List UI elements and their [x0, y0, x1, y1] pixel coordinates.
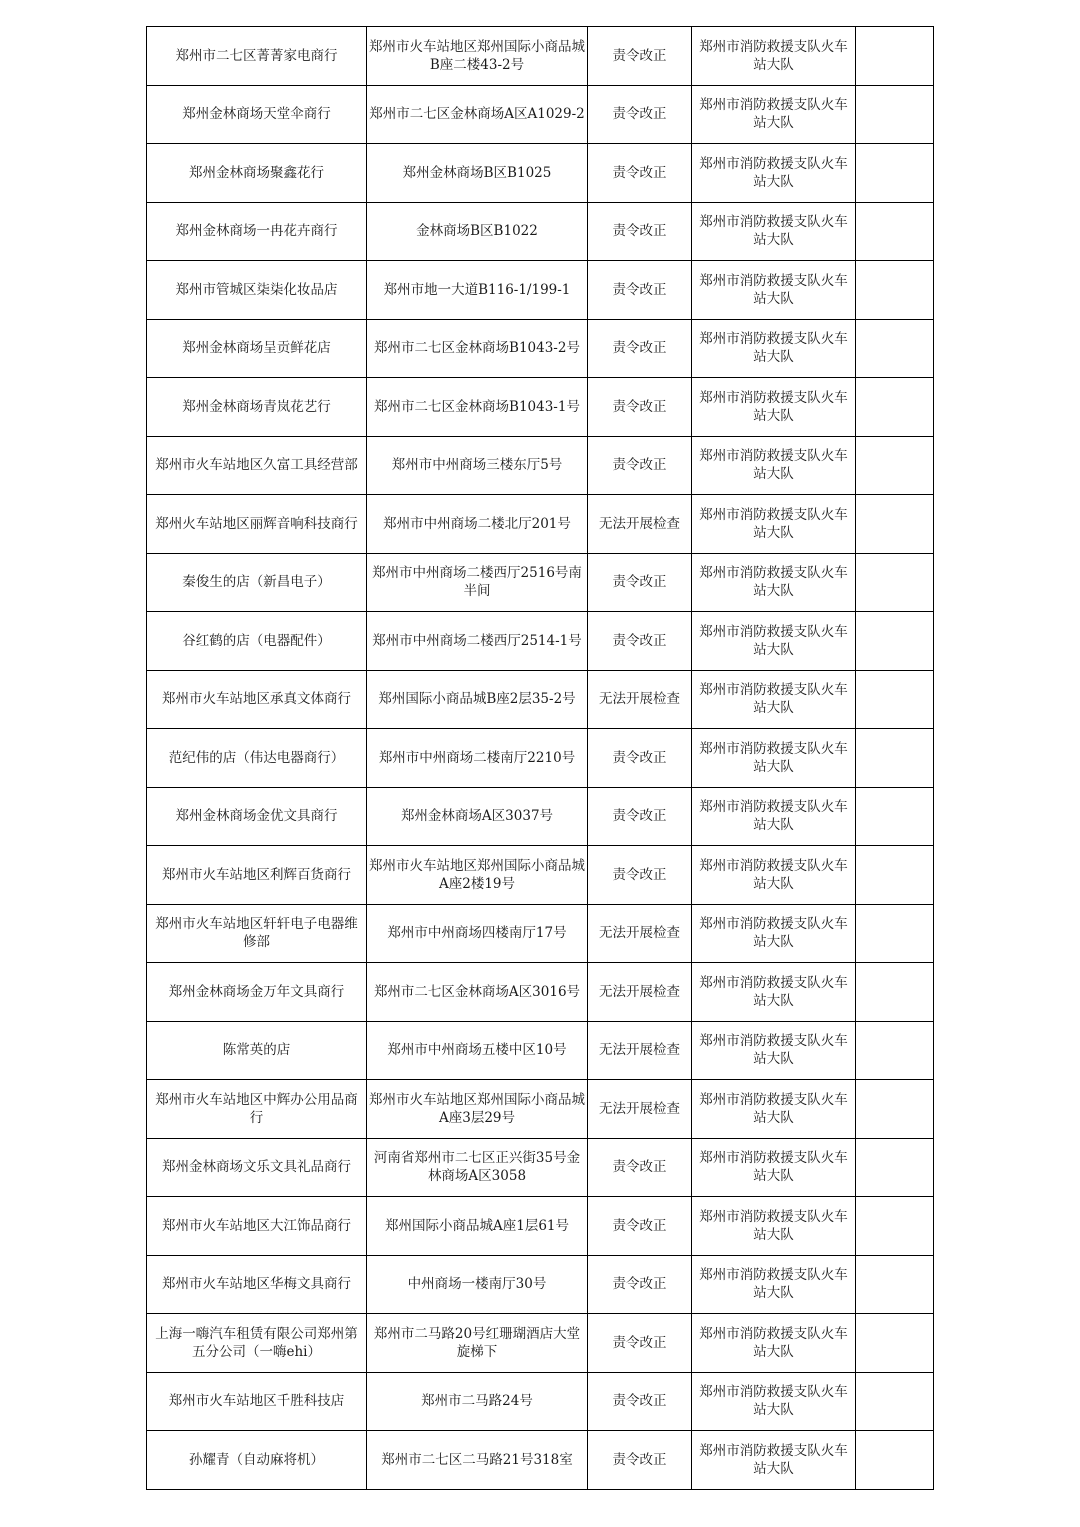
- address-cell: 金林商场B区B1022: [367, 202, 588, 261]
- table-row: [147, 1431, 934, 1490]
- remarks-cell: [856, 612, 934, 671]
- address-cell: 郑州市火车站地区郑州国际小商品城A座2楼19号: [367, 846, 588, 905]
- inspection-result-cell: 责令改正: [588, 261, 692, 320]
- inspection-result-cell: 责令改正: [588, 846, 692, 905]
- address-cell: 郑州金林商场A区3037号: [367, 787, 588, 846]
- inspecting-unit-cell: 郑州市消防救援支队火车站大队: [692, 319, 856, 378]
- address-cell: 郑州市中州商场二楼西厅2516号南半间: [367, 553, 588, 612]
- table-row: [147, 261, 934, 320]
- inspection-result-cell: 无法开展检查: [588, 904, 692, 963]
- table-row: [147, 904, 934, 963]
- remarks-cell: [856, 85, 934, 144]
- remarks-cell: [856, 670, 934, 729]
- business-name-cell: 郑州市火车站地区轩轩电子电器维修部: [147, 904, 367, 963]
- business-name-cell: 郑州市火车站地区千胜科技店: [147, 1372, 367, 1431]
- remarks-cell: [856, 963, 934, 1022]
- address-cell: 郑州市中州商场四楼南厅17号: [367, 904, 588, 963]
- business-name-cell: 郑州市管城区柒柒化妆品店: [147, 261, 367, 320]
- inspecting-unit-cell: 郑州市消防救援支队火车站大队: [692, 261, 856, 320]
- inspecting-unit-cell: 郑州市消防救援支队火车站大队: [692, 846, 856, 905]
- business-name-cell: 陈常英的店: [147, 1021, 367, 1080]
- business-name-cell: 郑州市火车站地区承真文体商行: [147, 670, 367, 729]
- inspection-result-cell: 无法开展检查: [588, 495, 692, 554]
- inspecting-unit-cell: 郑州市消防救援支队火车站大队: [692, 612, 856, 671]
- inspecting-unit-cell: 郑州市消防救援支队火车站大队: [692, 27, 856, 86]
- remarks-cell: [856, 553, 934, 612]
- business-name-cell: 孙耀青（自动麻将机）: [147, 1431, 367, 1490]
- inspection-result-cell: 责令改正: [588, 787, 692, 846]
- address-cell: 郑州市中州商场三楼东厅5号: [367, 436, 588, 495]
- business-name-cell: 郑州市火车站地区中辉办公用品商行: [147, 1080, 367, 1139]
- table-row: [147, 729, 934, 788]
- address-cell: 郑州市地一大道B116-1/199-1: [367, 261, 588, 320]
- remarks-cell: [856, 378, 934, 437]
- address-cell: 河南省郑州市二七区正兴街35号金林商场A区3058: [367, 1138, 588, 1197]
- remarks-cell: [856, 1314, 934, 1373]
- address-cell: 郑州市火车站地区郑州国际小商品城A座3层29号: [367, 1080, 588, 1139]
- table-row: [147, 846, 934, 905]
- table-row: [147, 202, 934, 261]
- inspection-result-cell: 责令改正: [588, 319, 692, 378]
- business-name-cell: 郑州市火车站地区大江饰品商行: [147, 1197, 367, 1256]
- inspecting-unit-cell: 郑州市消防救援支队火车站大队: [692, 1255, 856, 1314]
- table-row: [147, 1080, 934, 1139]
- remarks-cell: [856, 1372, 934, 1431]
- address-cell: 郑州市中州商场二楼南厅2210号: [367, 729, 588, 788]
- remarks-cell: [856, 904, 934, 963]
- remarks-cell: [856, 1080, 934, 1139]
- inspecting-unit-cell: 郑州市消防救援支队火车站大队: [692, 729, 856, 788]
- inspection-result-cell: 责令改正: [588, 1372, 692, 1431]
- inspection-table-body: [147, 27, 934, 1490]
- inspection-result-cell: 责令改正: [588, 553, 692, 612]
- table-row: [147, 27, 934, 86]
- address-cell: 郑州市二七区金林商场B1043-1号: [367, 378, 588, 437]
- table-row: [147, 963, 934, 1022]
- inspecting-unit-cell: 郑州市消防救援支队火车站大队: [692, 202, 856, 261]
- inspection-result-cell: 责令改正: [588, 144, 692, 203]
- inspecting-unit-cell: 郑州市消防救援支队火车站大队: [692, 85, 856, 144]
- address-cell: 郑州市二七区金林商场A区A1029-2: [367, 85, 588, 144]
- inspection-result-cell: 责令改正: [588, 202, 692, 261]
- table-row: [147, 1314, 934, 1373]
- table-row: [147, 1255, 934, 1314]
- address-cell: 郑州市火车站地区郑州国际小商品城B座二楼43-2号: [367, 27, 588, 86]
- inspecting-unit-cell: 郑州市消防救援支队火车站大队: [692, 1021, 856, 1080]
- inspecting-unit-cell: 郑州市消防救援支队火车站大队: [692, 1372, 856, 1431]
- inspection-result-cell: 责令改正: [588, 27, 692, 86]
- remarks-cell: [856, 436, 934, 495]
- remarks-cell: [856, 144, 934, 203]
- business-name-cell: 郑州金林商场金优文具商行: [147, 787, 367, 846]
- inspection-result-cell: 责令改正: [588, 1431, 692, 1490]
- address-cell: 郑州市中州商场二楼北厅201号: [367, 495, 588, 554]
- address-cell: 郑州市二马路20号红珊瑚酒店大堂旋梯下: [367, 1314, 588, 1373]
- remarks-cell: [856, 787, 934, 846]
- inspecting-unit-cell: 郑州市消防救援支队火车站大队: [692, 1314, 856, 1373]
- table-row: [147, 1021, 934, 1080]
- business-name-cell: 上海一嗨汽车租赁有限公司郑州第五分公司（一嗨ehi）: [147, 1314, 367, 1373]
- business-name-cell: 郑州金林商场金万年文具商行: [147, 963, 367, 1022]
- remarks-cell: [856, 1021, 934, 1080]
- inspecting-unit-cell: 郑州市消防救援支队火车站大队: [692, 144, 856, 203]
- table-row: [147, 144, 934, 203]
- inspecting-unit-cell: 郑州市消防救援支队火车站大队: [692, 904, 856, 963]
- business-name-cell: 郑州金林商场天堂伞商行: [147, 85, 367, 144]
- inspection-table: [146, 26, 934, 1490]
- table-row: [147, 670, 934, 729]
- inspection-result-cell: 责令改正: [588, 378, 692, 437]
- remarks-cell: [856, 846, 934, 905]
- remarks-cell: [856, 1255, 934, 1314]
- inspection-result-cell: 责令改正: [588, 85, 692, 144]
- table-row: [147, 85, 934, 144]
- table-row: [147, 378, 934, 437]
- remarks-cell: [856, 202, 934, 261]
- inspecting-unit-cell: 郑州市消防救援支队火车站大队: [692, 787, 856, 846]
- inspection-result-cell: 责令改正: [588, 1314, 692, 1373]
- business-name-cell: 郑州市火车站地区华梅文具商行: [147, 1255, 367, 1314]
- remarks-cell: [856, 729, 934, 788]
- business-name-cell: 郑州金林商场青岚花艺行: [147, 378, 367, 437]
- address-cell: 郑州国际小商品城A座1层61号: [367, 1197, 588, 1256]
- business-name-cell: 秦俊生的店（新昌电子）: [147, 553, 367, 612]
- remarks-cell: [856, 261, 934, 320]
- table-row: [147, 495, 934, 554]
- inspection-result-cell: 责令改正: [588, 436, 692, 495]
- remarks-cell: [856, 319, 934, 378]
- table-row: [147, 612, 934, 671]
- inspection-result-cell: 责令改正: [588, 1255, 692, 1314]
- remarks-cell: [856, 495, 934, 554]
- address-cell: 郑州市二七区金林商场A区3016号: [367, 963, 588, 1022]
- address-cell: 郑州国际小商品城B座2层35-2号: [367, 670, 588, 729]
- business-name-cell: 谷红鹤的店（电器配件）: [147, 612, 367, 671]
- inspection-result-cell: 无法开展检查: [588, 1021, 692, 1080]
- address-cell: 郑州金林商场B区B1025: [367, 144, 588, 203]
- business-name-cell: 郑州市火车站地区利辉百货商行: [147, 846, 367, 905]
- business-name-cell: 郑州金林商场文乐文具礼品商行: [147, 1138, 367, 1197]
- business-name-cell: 郑州市二七区菁菁家电商行: [147, 27, 367, 86]
- business-name-cell: 郑州金林商场一冉花卉商行: [147, 202, 367, 261]
- inspecting-unit-cell: 郑州市消防救援支队火车站大队: [692, 436, 856, 495]
- remarks-cell: [856, 27, 934, 86]
- address-cell: 郑州市中州商场二楼西厅2514-1号: [367, 612, 588, 671]
- table-row: [147, 787, 934, 846]
- inspection-result-cell: 责令改正: [588, 1138, 692, 1197]
- table-row: [147, 436, 934, 495]
- inspection-result-cell: 责令改正: [588, 612, 692, 671]
- inspecting-unit-cell: 郑州市消防救援支队火车站大队: [692, 1197, 856, 1256]
- table-row: [147, 319, 934, 378]
- inspecting-unit-cell: 郑州市消防救援支队火车站大队: [692, 378, 856, 437]
- inspection-result-cell: 无法开展检查: [588, 1080, 692, 1139]
- address-cell: 郑州市中州商场五楼中区10号: [367, 1021, 588, 1080]
- address-cell: 郑州市二七区金林商场B1043-2号: [367, 319, 588, 378]
- inspecting-unit-cell: 郑州市消防救援支队火车站大队: [692, 1138, 856, 1197]
- inspection-result-cell: 无法开展检查: [588, 963, 692, 1022]
- address-cell: 中州商场一楼南厅30号: [367, 1255, 588, 1314]
- business-name-cell: 郑州金林商场聚鑫花行: [147, 144, 367, 203]
- address-cell: 郑州市二马路24号: [367, 1372, 588, 1431]
- inspecting-unit-cell: 郑州市消防救援支队火车站大队: [692, 1431, 856, 1490]
- inspection-result-cell: 无法开展检查: [588, 670, 692, 729]
- inspection-result-cell: 责令改正: [588, 1197, 692, 1256]
- inspecting-unit-cell: 郑州市消防救援支队火车站大队: [692, 553, 856, 612]
- table-row: [147, 1138, 934, 1197]
- inspecting-unit-cell: 郑州市消防救援支队火车站大队: [692, 495, 856, 554]
- remarks-cell: [856, 1197, 934, 1256]
- table-row: [147, 1372, 934, 1431]
- business-name-cell: 郑州市火车站地区久富工具经营部: [147, 436, 367, 495]
- inspecting-unit-cell: 郑州市消防救援支队火车站大队: [692, 670, 856, 729]
- business-name-cell: 范纪伟的店（伟达电器商行）: [147, 729, 367, 788]
- table-row: [147, 553, 934, 612]
- remarks-cell: [856, 1431, 934, 1490]
- business-name-cell: 郑州金林商场呈贡鲜花店: [147, 319, 367, 378]
- address-cell: 郑州市二七区二马路21号318室: [367, 1431, 588, 1490]
- inspecting-unit-cell: 郑州市消防救援支队火车站大队: [692, 1080, 856, 1139]
- remarks-cell: [856, 1138, 934, 1197]
- inspecting-unit-cell: 郑州市消防救援支队火车站大队: [692, 963, 856, 1022]
- inspection-result-cell: 责令改正: [588, 729, 692, 788]
- table-row: [147, 1197, 934, 1256]
- business-name-cell: 郑州火车站地区丽辉音响科技商行: [147, 495, 367, 554]
